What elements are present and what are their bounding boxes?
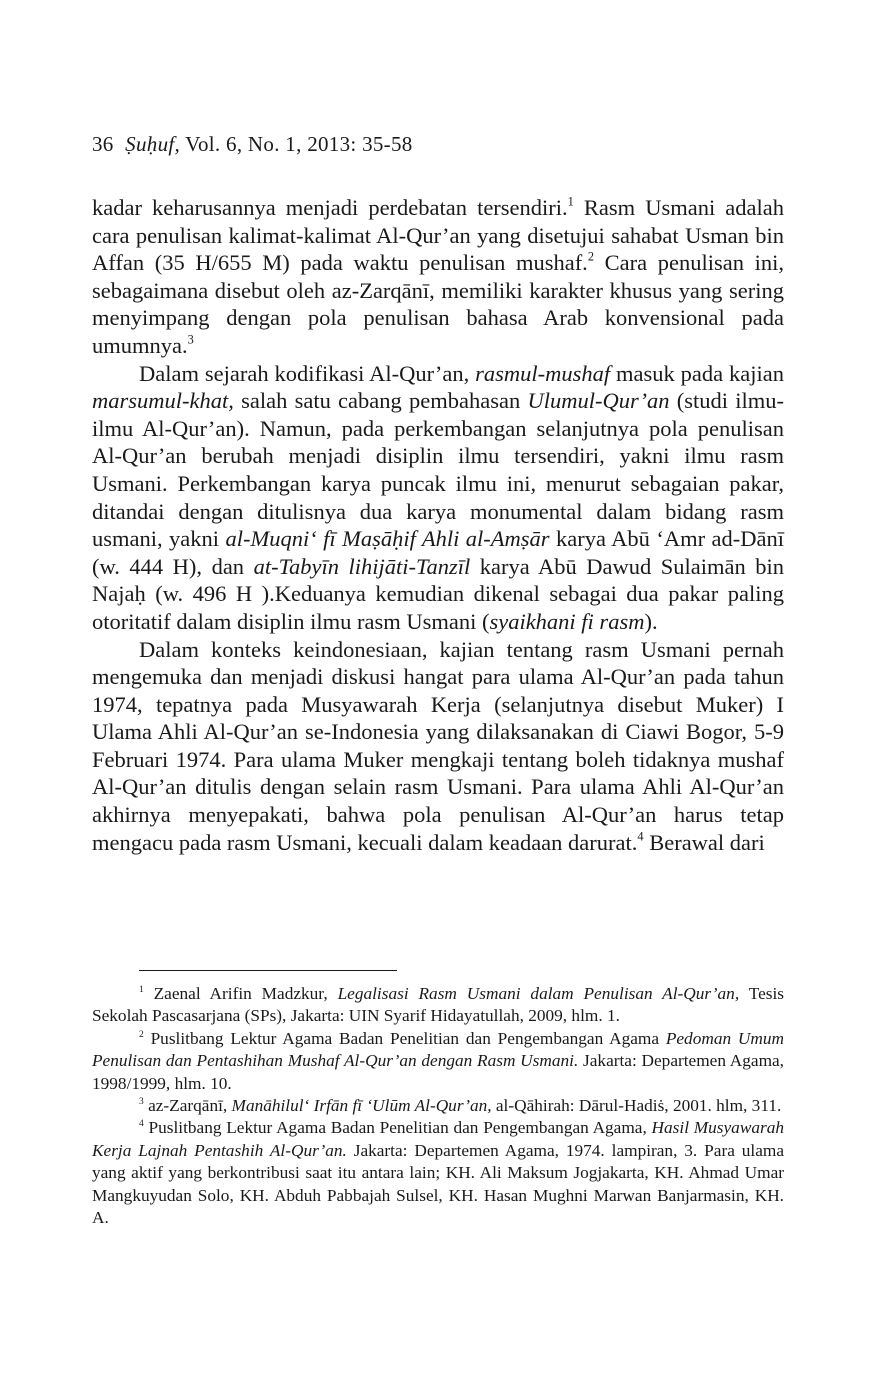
- text-run: al-Qāhirah: Dārul-Hadiṡ, 2001. hlm, 311.: [491, 1096, 782, 1116]
- footnote-separator: [139, 970, 397, 971]
- footnote-marker: 2: [587, 249, 594, 264]
- text-run: Tesis Sekolah Pascasarjana (SPs), Jakarta: UIN Syarif Hidayatullah, 2009, hlm. 1.: [92, 984, 784, 1026]
- text-run: (studi ilmu-ilmu Al-Qur’an). Namun, pada perkembangan selanjutnya pola penulisan Al-Qur’an berubah menjadi disiplin ilmu tersendiri, yakni ilmu rasm Usmani. Perkembangan karya puncak ilmu ini, menurut sebagaian pakar, ditandai dengan ditulisnya dua karya monumental dalam bidang rasm usmani, yakni: [92, 388, 785, 552]
- text-run: Puslitbang Lektur Agama Badan Penelitian dan Pengembangan Agama,: [143, 1118, 652, 1138]
- footnote-marker: 1: [567, 194, 574, 209]
- text-run: Dalam sejarah kodifikasi Al-Qur’an,: [139, 360, 476, 386]
- journal-volume-info: Vol. 6, No. 1, 2013: 35-58: [180, 132, 413, 156]
- footnote-4: [92, 1117, 784, 1229]
- text-run: karya Abū Dawud Sulaimān bin Najaḥ (w. 496 H ).Keduanya kemudian dikenal sebagai dua pakar paling otoritatif dalam disiplin ilmu rasm Usmani (: [92, 553, 785, 634]
- paragraph: [92, 636, 784, 857]
- footnotes: [92, 983, 784, 1229]
- text-run: Zaenal Arifin Madzkur,: [143, 984, 338, 1003]
- italic-text: Manāhilul‘ Irfān fī ‘Ulūm Al-Qur’an,: [231, 1096, 492, 1116]
- text-run: masuk pada kajian: [610, 360, 784, 386]
- journal-name: Ṣuḥuf,: [125, 132, 181, 156]
- text-run: Puslitbang Lektur Agama Badan Penelitian dan Pengembangan Agama: [143, 1028, 666, 1048]
- footnote-2: [92, 1028, 784, 1095]
- footnote-marker: 4: [139, 1119, 144, 1130]
- text-run: Cara penulisan ini, sebagaimana disebut oleh az-Zarqānī, memiliki karakter khusus yang sering menyimpang dengan pola penulisan bahasa Arab konvensional pada umumnya.: [92, 250, 784, 358]
- footnote-marker: 3: [187, 332, 194, 347]
- italic-text: Hasil Musyawarah Kerja Lajnah Pentashih Al-Qur’an.: [92, 1118, 784, 1160]
- italic-text: al-Muqni‘ fī Maṣāḥif Ahli al-Amṣār: [225, 526, 550, 552]
- italic-text: Pedoman Umum Penulisan dan Pentashihan Mushaf Al-Qur’an dengan Rasm Usmani.: [92, 1028, 784, 1071]
- footnote-marker: 2: [139, 1029, 144, 1040]
- footnote-marker: 3: [139, 1096, 144, 1107]
- italic-text: Legalisasi Rasm Usmani dalam Penulisan Al-Qur’an,: [337, 984, 740, 1003]
- text-run: az-Zarqānī,: [143, 1096, 232, 1116]
- italic-text: rasmul-mushaf: [475, 360, 611, 386]
- italic-text: Ulumul-Qur’an: [527, 388, 670, 414]
- footnote-1: [92, 983, 784, 1028]
- text-run: ).: [644, 608, 658, 634]
- text-run: Dalam konteks keindonesiaan, kajian tentang rasm Usmani pernah mengemuka dan menjadi diskusi hangat para ulama Al-Qur’an pada tahun 1974, tepatnya pada Musyawarah Kerja (selanjutnya disebut Muker) I Ulama Ahli Al-Qur’an se-Indonesia yang dilaksanakan di Ciawi Bogor, 5-9 Februari 1974. Para ulama Muker mengkaji tentang boleh tidaknya mushaf Al-Qur’an ditulis dengan selain rasm Usmani. Para ulama Ahli Al-Qur’an akhirnya menyepakati, bahwa pola penulisan Al-Qur’an harus tetap mengacu pada rasm Usmani, kecuali dalam keadaan darurat.: [92, 636, 784, 855]
- text-run: salah satu cabang pembahasan: [233, 388, 528, 414]
- paragraph: [92, 360, 784, 636]
- text-run: Jakarta: Departemen Agama, 1998/1999, hlm. 10.: [92, 1051, 784, 1093]
- italic-text: syaikhani fi rasm: [489, 608, 645, 634]
- text-run: kadar keharusannya menjadi perdebatan tersendiri.: [92, 195, 568, 220]
- running-header: [92, 132, 413, 157]
- footnote-marker: 1: [139, 984, 144, 995]
- page-number: 36: [92, 132, 114, 156]
- footnote-3: [92, 1095, 784, 1117]
- text-run: karya Abū ‘Amr ad-Dānī (w. 444 H), dan: [92, 526, 784, 579]
- main-text: [92, 194, 784, 856]
- italic-text: at-Tabyīn lihijāti-Tanzīl: [253, 553, 471, 579]
- footnote-marker: 4: [637, 829, 644, 844]
- text-run: Rasm Usmani adalah cara penulisan kalimat-kalimat Al-Qur’an yang disetujui sahabat Usman bin Affan (35 H/655 M) pada waktu penulisan mushaf.: [92, 195, 784, 276]
- text-run: Jakarta: Departemen Agama, 1974. lampiran, 3. Para ulama yang aktif yang berkontribusi saat itu antara lain; KH. Ali Maksum Jogjakarta, KH. Ahmad Umar Mangkuyudan Solo, KH. Abduh Pabbajah Sulsel, KH. Hasan Mughni Marwan Banjarmasin, KH. A.: [92, 1140, 784, 1228]
- text-run: Berawal dari: [643, 829, 765, 855]
- paragraph: [92, 194, 784, 360]
- italic-text: marsumul-khat,: [92, 388, 234, 414]
